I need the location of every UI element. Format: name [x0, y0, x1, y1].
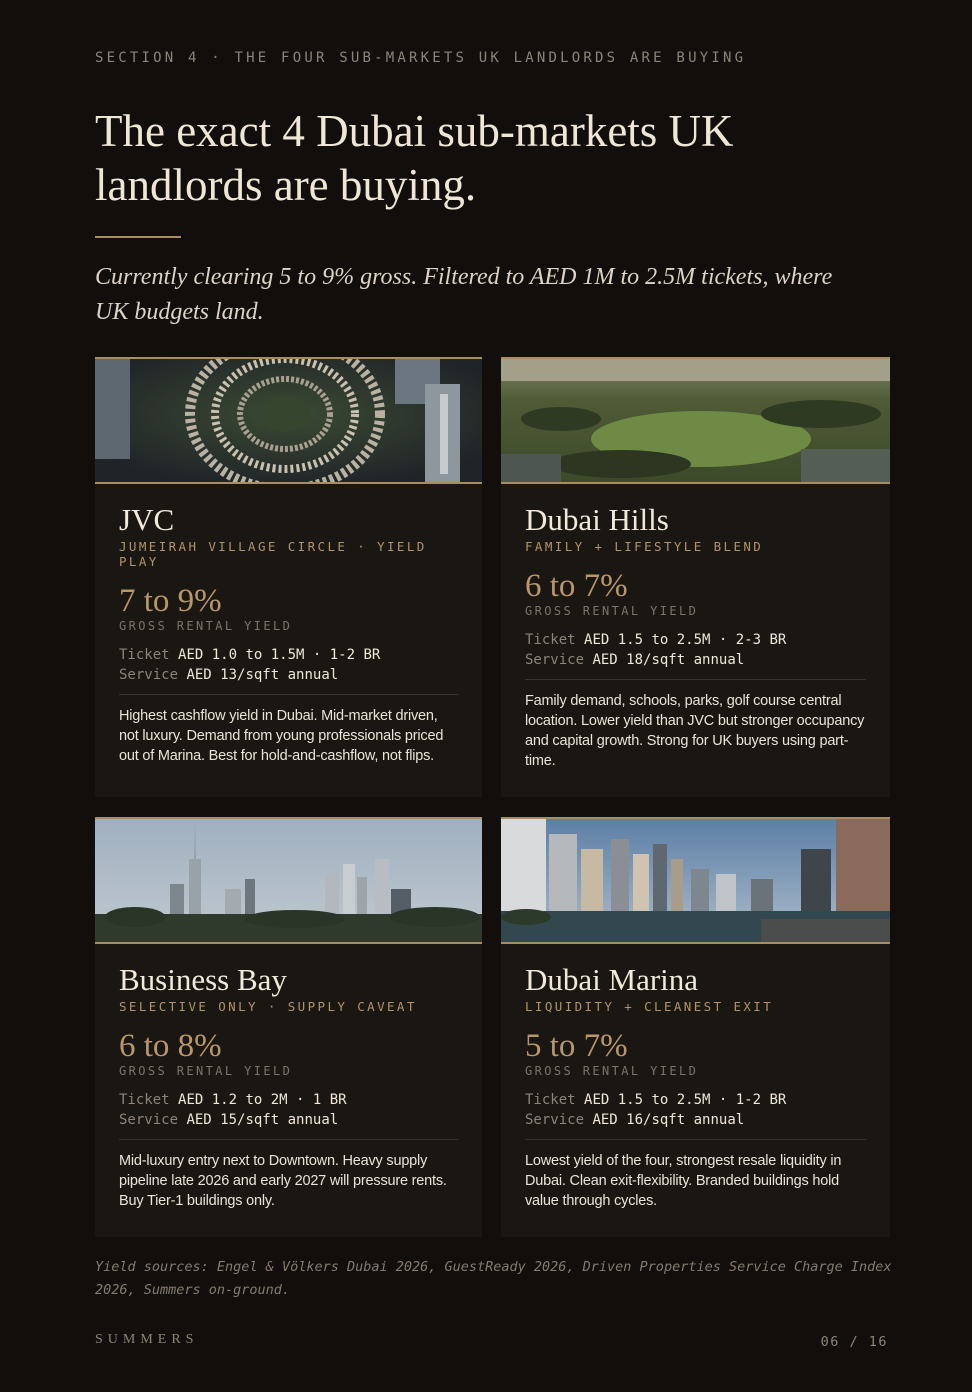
service-key: Service [525, 1111, 585, 1128]
card-tagline: SELECTIVE ONLY · SUPPLY CAVEAT [119, 999, 417, 1014]
ticket-key: Ticket [525, 632, 576, 648]
card-description: Mid-luxury entry next to Downtown. Heavy supply pipeline late 2026 and early 2027 will pressure rents. Buy Tier-1 buildings only. [119, 1153, 447, 1209]
ticket-key: Ticket [119, 1092, 170, 1108]
card-dubai-hills [501, 357, 890, 797]
yield-range: 5 to 7% [525, 1028, 628, 1064]
card-description: Highest cashflow yield in Dubai. Mid-market driven, not luxury. Demand from young professionals priced out of Marina. Best for hold-and-cashflow, not flips. [119, 708, 444, 764]
yield-label: GROSS RENTAL YIELD [525, 604, 699, 618]
card-title: Dubai Hills [525, 502, 669, 537]
ticket-value: AED 1.5 to 2.5M · 2-3 BR [584, 632, 787, 648]
yield-range: 7 to 9% [119, 583, 222, 619]
card-specs [119, 646, 458, 685]
service-key: Service [119, 666, 179, 683]
card-title: Business Bay [119, 962, 287, 997]
ticket-value: AED 1.0 to 1.5M · 1-2 BR [178, 647, 381, 663]
card-jvc [95, 357, 482, 797]
ticket-key: Ticket [525, 1092, 576, 1108]
photo-downtown-skyline [95, 817, 482, 944]
card-description: Family demand, schools, parks, golf course central location. Lower yield than JVC but stronger occupancy and capital growth. Strong for UK buyers using part-time. [525, 693, 865, 769]
card-title: JVC [119, 502, 175, 537]
card-divider [119, 1139, 458, 1140]
card-tagline: JUMEIRAH VILLAGE CIRCLE · YIELD PLAY [119, 539, 427, 569]
yield-label: GROSS RENTAL YIELD [525, 1064, 699, 1078]
photo-aerial-circular-community [95, 357, 482, 484]
service-value: AED 18/sqft annual [592, 651, 745, 668]
service-value: AED 15/sqft annual [186, 1111, 339, 1128]
yield-range: 6 to 8% [119, 1028, 222, 1064]
ticket-value: AED 1.5 to 2.5M · 1-2 BR [584, 1092, 787, 1108]
yield-label: GROSS RENTAL YIELD [119, 619, 293, 633]
card-tagline: FAMILY + LIFESTYLE BLEND [525, 539, 764, 554]
ticket-key: Ticket [119, 647, 170, 663]
page-subtitle: Currently clearing 5 to 9% gross. Filtered to AED 1M to 2.5M tickets, where UK budgets land. [95, 264, 833, 325]
card-dubai-marina [501, 817, 890, 1237]
service-value: AED 16/sqft annual [592, 1111, 745, 1128]
card-title: Dubai Marina [525, 962, 699, 997]
yield-range: 6 to 7% [525, 568, 628, 604]
card-tagline: LIQUIDITY + CLEANEST EXIT [525, 999, 774, 1014]
page-title: The exact 4 Dubai sub-markets UK landlords are buying. [95, 106, 734, 210]
service-key: Service [525, 651, 585, 668]
service-key: Service [119, 1111, 179, 1128]
service-value: AED 13/sqft annual [186, 666, 339, 683]
card-divider [119, 694, 458, 695]
brand-wordmark: SUMMERS [95, 1332, 199, 1347]
section-eyebrow: SECTION 4 · THE FOUR SUB-MARKETS UK LANDLORDS ARE BUYING [95, 50, 747, 66]
photo-marina-towers-waterfront [501, 817, 890, 944]
card-specs [525, 631, 866, 670]
card-specs [119, 1091, 458, 1130]
photo-golf-course-villas [501, 357, 890, 484]
card-divider [525, 1139, 866, 1140]
ticket-value: AED 1.2 to 2M · 1 BR [178, 1092, 347, 1108]
card-business-bay [95, 817, 482, 1237]
yield-sources-note: Yield sources: Engel & Völkers Dubai 2026, GuestReady 2026, Driven Properties Service Charge Index 2026, Summers on-ground. [95, 1259, 892, 1298]
page-number: 06 / 16 [820, 1334, 888, 1350]
title-divider [95, 236, 181, 238]
card-description: Lowest yield of the four, strongest resale liquidity in Dubai. Clean exit-flexibility. Branded buildings hold value through cycles. [525, 1153, 842, 1209]
card-divider [525, 679, 866, 680]
yield-label: GROSS RENTAL YIELD [119, 1064, 293, 1078]
card-specs [525, 1091, 866, 1130]
